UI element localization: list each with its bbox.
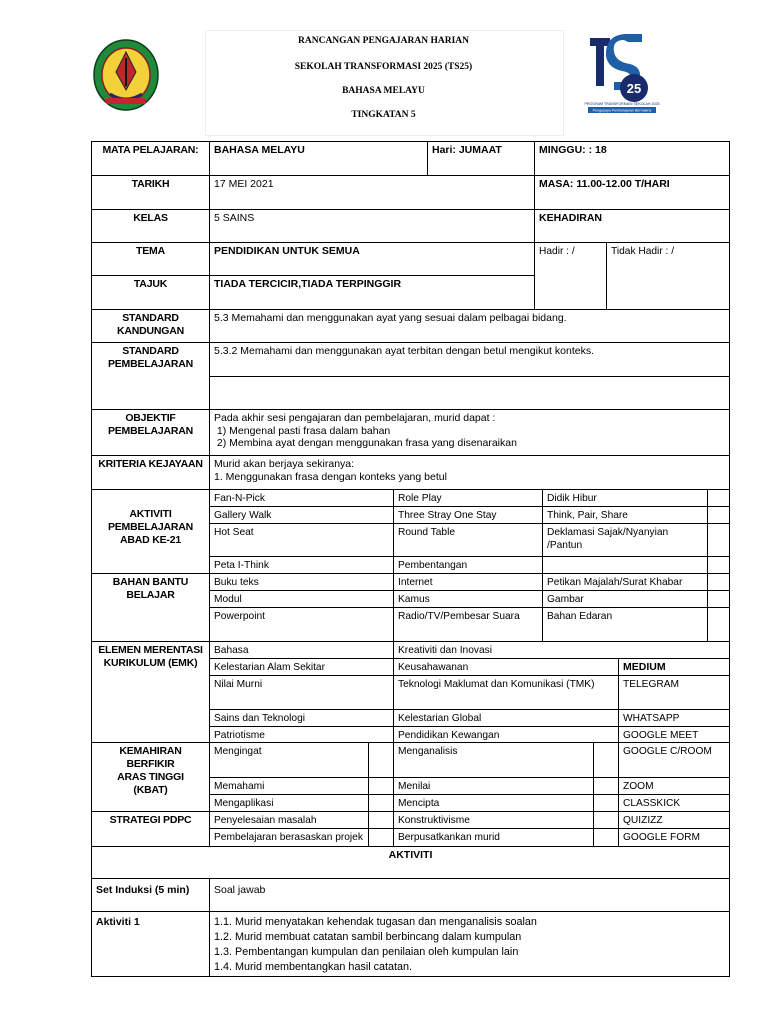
bbb-item: Kamus xyxy=(393,590,543,608)
bbb-checkbox-cell xyxy=(707,607,730,642)
bbb-checkbox-cell xyxy=(707,573,730,591)
value-kelas: 5 SAINS xyxy=(209,209,535,243)
aktiviti-1-line: 1.2. Murid membuat catatan sambil berbincang dalam kumpulan xyxy=(214,931,522,943)
value-tema: PENDIDIKAN UNTUK SEMUA xyxy=(209,242,535,276)
label-objektif xyxy=(91,409,210,456)
label-mata-pelajaran: MATA PELAJARAN: xyxy=(91,141,210,176)
label-abad-line3: ABAD KE-21 xyxy=(119,534,181,546)
medium-item-google-meet: GOOGLE MEET xyxy=(618,726,730,743)
header-title: RANCANGAN PENGAJARAN HARIAN xyxy=(298,36,469,46)
label-abad-line2: PEMBELAJARAN xyxy=(107,521,194,533)
bbb-item: Radio/TV/Pembesar Suara xyxy=(393,607,543,642)
strategi-checkbox-cell xyxy=(593,828,619,847)
value-tarikh: 17 MEI 2021 xyxy=(209,175,535,210)
label-tajuk: TAJUK xyxy=(91,275,210,310)
label-aktiviti-1: Aktiviti 1 xyxy=(91,911,210,977)
medium-item-classkick: CLASSKICK xyxy=(618,794,730,812)
medium-item-whatsapp: WHATSAPP xyxy=(618,709,730,727)
label-emk-line1: ELEMEN MERENTASI xyxy=(98,644,203,656)
strategi-checkbox-cell xyxy=(368,828,394,847)
label-emk xyxy=(91,641,210,743)
abad-item: Hot Seat xyxy=(209,523,394,557)
value-hadir: Hadir : / xyxy=(534,242,607,310)
label-kbat xyxy=(91,742,210,812)
bbb-item: Internet xyxy=(393,573,543,591)
kbat-item: Memahami xyxy=(209,777,369,795)
abad-item: Deklamasi Sajak/Nyanyian /Pantun xyxy=(542,523,708,557)
label-sp-line2: PEMBELAJARAN xyxy=(107,358,194,370)
medium-header: MEDIUM xyxy=(618,658,730,676)
label-kbat-line3: (KBAT) xyxy=(133,784,168,796)
label-bahan-bantu xyxy=(91,573,210,642)
value-standard-pembelajaran: 5.3.2 Memahami dan menggunakan ayat terbitan dengan betul mengikut konteks. xyxy=(209,342,730,377)
ts25-logo-subtitle: PROGRAM TRANSFORMASI SEKOLAH 2025 xyxy=(584,102,660,106)
header-subject: BAHASA MELAYU xyxy=(342,86,425,96)
bbb-item: Modul xyxy=(209,590,394,608)
strategi-checkbox-cell xyxy=(368,811,394,829)
kbat-item: Mencipta xyxy=(393,794,594,812)
bbb-item: Powerpoint xyxy=(209,607,394,642)
abad-item: Peta I-Think xyxy=(209,556,394,574)
label-sk-line2: KANDUNGAN xyxy=(116,325,185,337)
obj-line3: 2) Membina ayat dengan menggunakan frasa yang disenaraikan xyxy=(214,437,517,449)
abad-item: Didik Hibur xyxy=(542,489,708,507)
label-kehadiran: KEHADIRAN xyxy=(534,209,730,243)
strategi-item: Berpusatkankan murid xyxy=(393,828,594,847)
kbat-item: Mengaplikasi xyxy=(209,794,369,812)
abad-item: Think, Pair, Share xyxy=(542,506,708,524)
emk-item: Teknologi Maklumat dan Komunikasi (TMK) xyxy=(393,675,619,710)
value-kriteria-kejayaan xyxy=(209,455,730,490)
kbat-checkbox-cell xyxy=(368,777,394,795)
value-hari: Hari: JUMAAT xyxy=(427,141,535,176)
value-masa: MASA: 11.00-12.00 T/HARI xyxy=(534,175,730,210)
kbat-checkbox-cell xyxy=(368,742,394,778)
label-sp-line1: STANDARD xyxy=(122,345,179,357)
value-minggu: MINGGU: : 18 xyxy=(534,141,730,176)
school-crest-logo xyxy=(92,38,160,112)
kbat-item: Menilai xyxy=(393,777,594,795)
medium-item-google-form: GOOGLE FORM xyxy=(618,828,730,847)
strategi-item: Pembelajaran berasaskan projek xyxy=(209,828,369,847)
label-set-induksi: Set Induksi (5 min) xyxy=(91,878,210,912)
abad-checkbox-cell xyxy=(707,523,730,557)
abad-item xyxy=(542,556,708,574)
emk-item: Sains dan Teknologi xyxy=(209,709,394,727)
kbat-item: Menganalisis xyxy=(393,742,594,778)
strategi-item: Konstruktivisme xyxy=(393,811,594,829)
ts25-logo xyxy=(584,30,660,114)
label-standard-pembelajaran xyxy=(91,342,210,410)
label-tarikh: TARIKH xyxy=(91,175,210,210)
value-aktiviti-1 xyxy=(209,911,730,977)
value-objektif xyxy=(209,409,730,456)
label-abad-line1: AKTIVITI xyxy=(129,508,172,520)
value-standard-kandungan: 5.3 Memahami dan menggunakan ayat yang sesuai dalam pelbagai bidang. xyxy=(209,309,730,343)
kk-line2: 1. Menggunakan frasa dengan konteks yang betul xyxy=(214,471,447,483)
bbb-checkbox-cell xyxy=(707,590,730,608)
abad-item: Three Stray One Stay xyxy=(393,506,543,524)
header-school: SEKOLAH TRANSFORMASI 2025 (TS25) xyxy=(294,62,473,72)
abad-checkbox-cell xyxy=(707,556,730,574)
aktiviti-1-line: 1.1. Murid menyatakan kehendak tugasan dan menganalisis soalan xyxy=(214,916,537,928)
emk-item: Bahasa xyxy=(209,641,394,659)
aktiviti-1-line: 1.3. Pembentangan kumpulan dan penilaian oleh kumpulan lain xyxy=(214,946,519,958)
label-strategi-pdpc: STRATEGI PDPC xyxy=(91,811,210,847)
strategi-item: Penyelesaian masalah xyxy=(209,811,369,829)
kbat-checkbox-cell xyxy=(368,794,394,812)
bbb-item: Buku teks xyxy=(209,573,394,591)
kbat-item: Mengingat xyxy=(209,742,369,778)
strategi-checkbox-cell xyxy=(593,811,619,829)
header-level: TINGKATAN 5 xyxy=(351,110,416,120)
bbb-item: Petikan Majalah/Surat Khabar xyxy=(542,573,708,591)
label-emk-line2: KURIKULUM (EMK) xyxy=(103,657,198,669)
label-bbb-line1: BAHAN BANTU xyxy=(112,576,189,588)
emk-item: Keusahawanan xyxy=(393,658,619,676)
aktiviti-title: AKTIVITI xyxy=(91,846,730,879)
bbb-item: Bahan Edaran xyxy=(542,607,708,642)
medium-item-google-classroom: GOOGLE C/ROOM xyxy=(618,742,730,778)
emk-item: Nilai Murni xyxy=(209,675,394,710)
aktiviti-1-line: 1.4. Murid membentangkan hasil catatan. xyxy=(214,961,413,973)
emk-item: Kreativiti dan Inovasi xyxy=(393,641,730,659)
medium-item-quizizz: QUIZIZZ xyxy=(618,811,730,829)
abad-item: Gallery Walk xyxy=(209,506,394,524)
kbat-checkbox-cell xyxy=(593,742,619,778)
emk-item: Kelestarian Global xyxy=(393,709,619,727)
label-obj-line1: OBJEKTIF xyxy=(125,412,176,424)
emk-item: Pendidikan Kewangan xyxy=(393,726,619,743)
medium-item-zoom: ZOOM xyxy=(618,777,730,795)
kbat-checkbox-cell xyxy=(593,777,619,795)
value-tajuk: TIADA TERCICIR,TIADA TERPINGGIR xyxy=(209,275,535,310)
obj-line2: 1) Mengenal pasti frasa dalam bahan xyxy=(214,424,391,437)
value-set-induksi: Soal jawab xyxy=(209,878,730,912)
bbb-item: Gambar xyxy=(542,590,708,608)
medium-item-telegram: TELEGRAM xyxy=(618,675,730,710)
label-tema: TEMA xyxy=(91,242,210,276)
label-kbat-line2: ARAS TINGGI xyxy=(117,771,184,783)
emk-item: Patriotisme xyxy=(209,726,394,743)
label-kbat-line1: KEMAHIRAN BERFIKIR xyxy=(119,745,182,770)
ts25-logo-text: 25 xyxy=(626,81,642,96)
value-tidak-hadir: Tidak Hadir : / xyxy=(606,242,730,310)
kbat-checkbox-cell xyxy=(593,794,619,812)
label-standard-kandungan xyxy=(91,309,210,343)
label-aktiviti-abad21 xyxy=(91,489,210,574)
abad-checkbox-cell xyxy=(707,506,730,524)
abad-checkbox-cell xyxy=(707,489,730,507)
label-obj-line2: PEMBELAJARAN xyxy=(107,425,194,437)
ts25-logo-tagline: Pengupaya Pembelajaran Bermakna xyxy=(592,108,652,113)
abad-item: Round Table xyxy=(393,523,543,557)
label-kelas: KELAS xyxy=(91,209,210,243)
obj-line1: Pada akhir sesi pengajaran dan pembelajaran, murid dapat : xyxy=(214,412,496,424)
emk-item: Kelestarian Alam Sekitar xyxy=(209,658,394,676)
abad-item: Pembentangan xyxy=(393,556,543,574)
label-sk-line1: STANDARD xyxy=(122,312,179,324)
abad-item: Role Play xyxy=(393,489,543,507)
value-mata-pelajaran: BAHASA MELAYU xyxy=(209,141,428,176)
label-kriteria-kejayaan: KRITERIA KEJAYAAN xyxy=(91,455,210,490)
abad-item: Fan-N-Pick xyxy=(209,489,394,507)
empty-cell-sp xyxy=(209,376,730,410)
label-bbb-line2: BELAJAR xyxy=(126,589,175,601)
kk-line1: Murid akan berjaya sekiranya: xyxy=(214,458,355,470)
